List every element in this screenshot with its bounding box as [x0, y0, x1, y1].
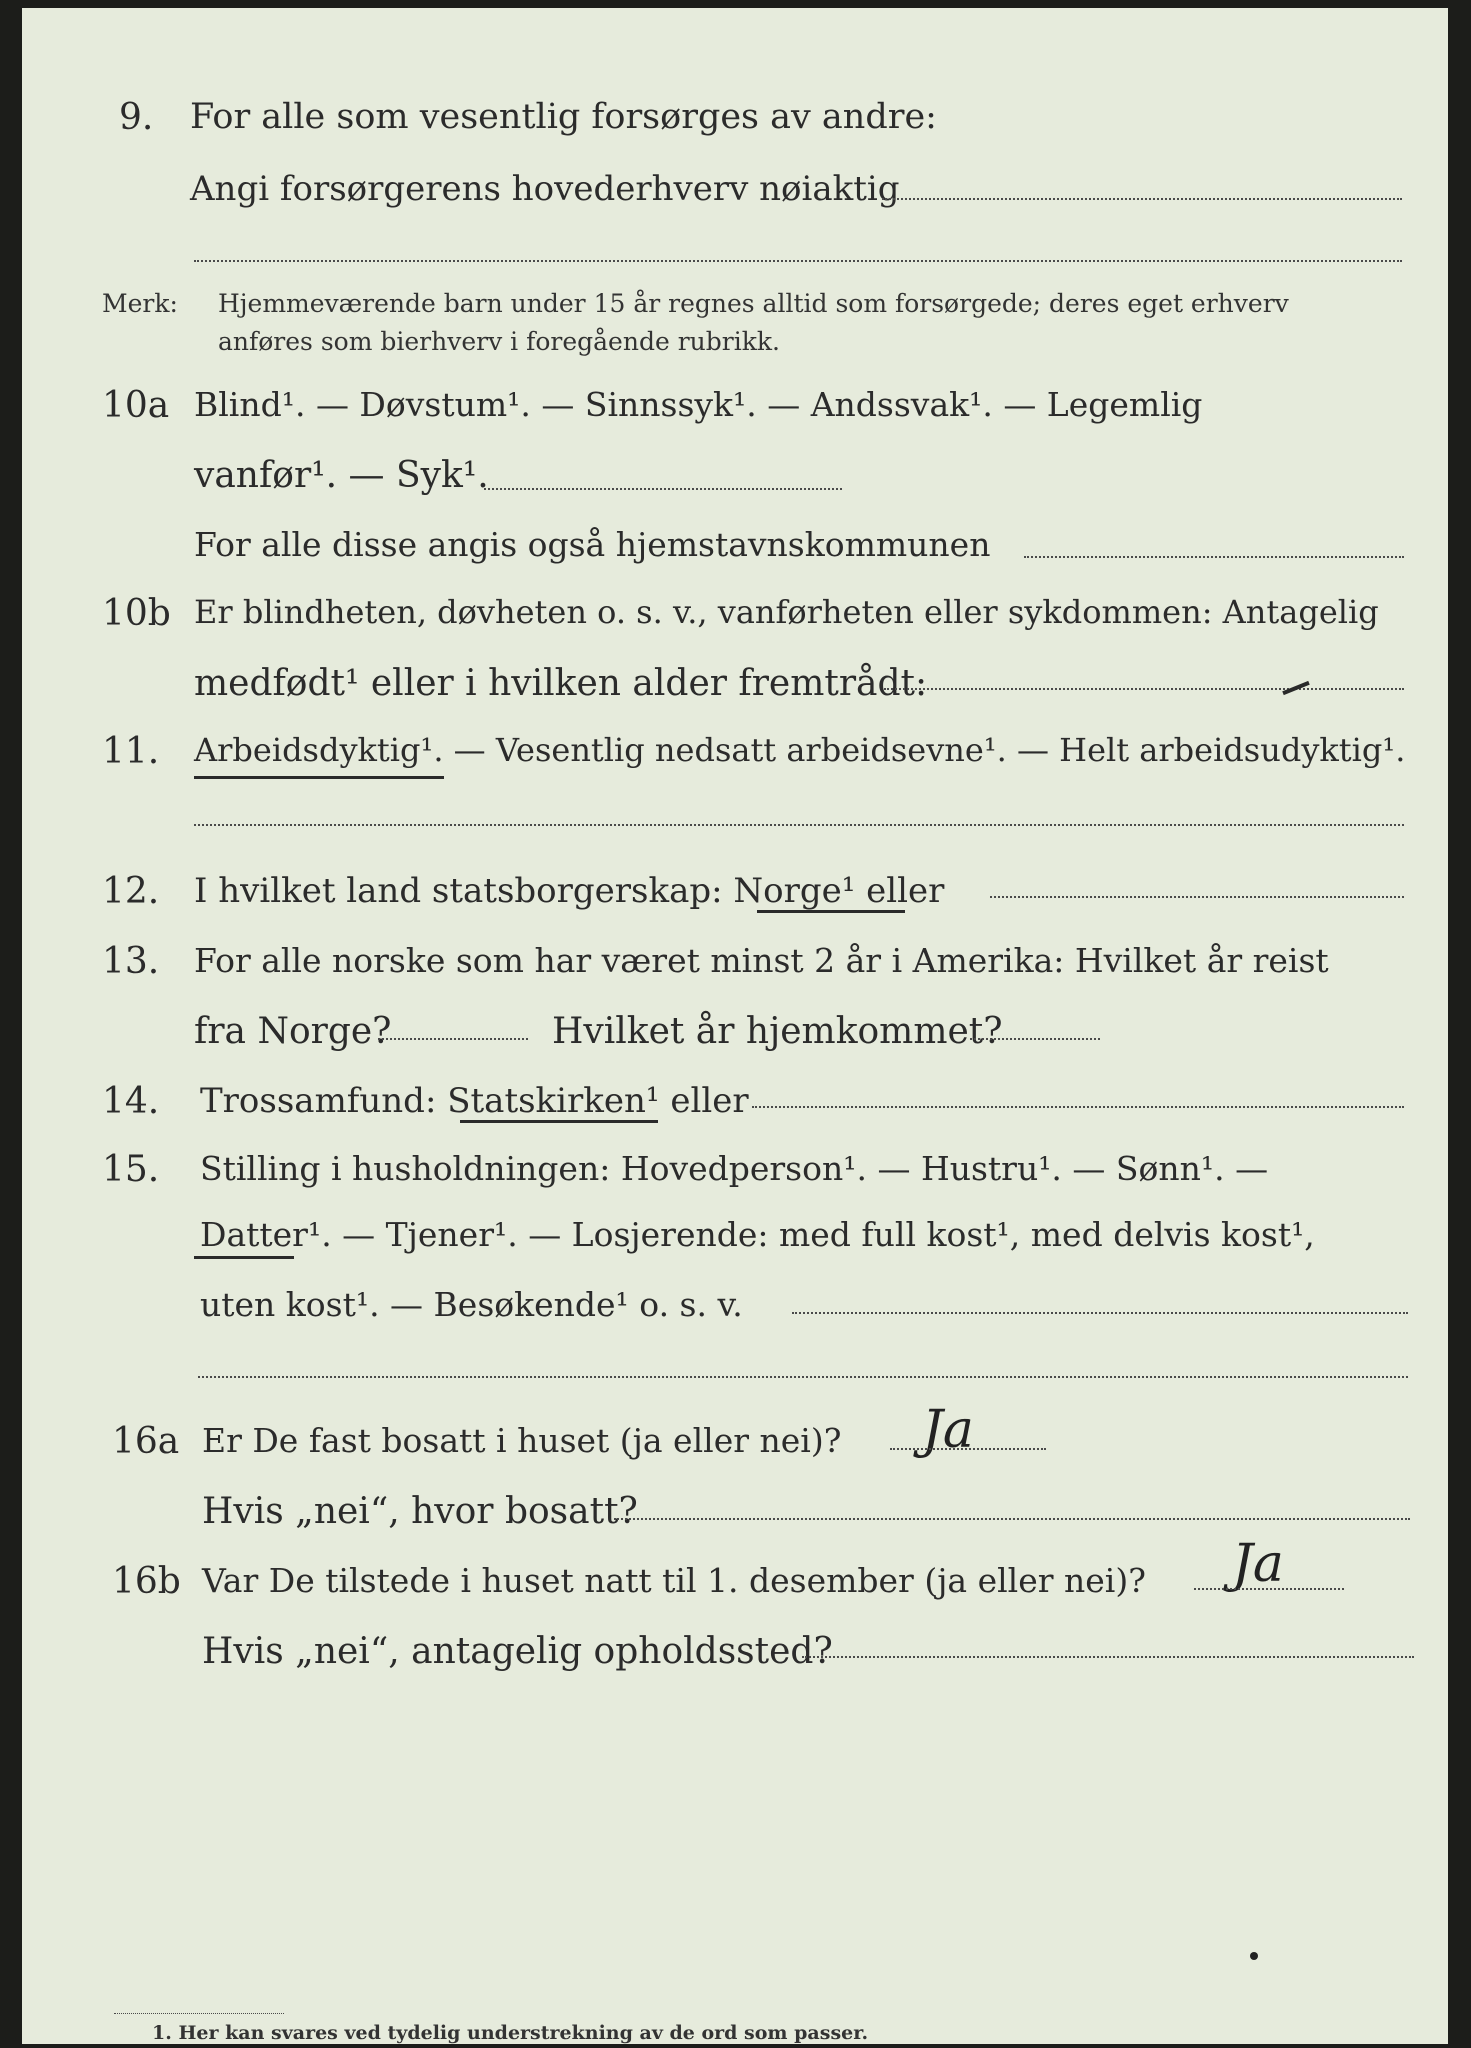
q12-answer-line[interactable] — [990, 896, 1404, 898]
q16a-number: 16a — [112, 1421, 180, 1462]
census-form-page — [22, 8, 1448, 2044]
q16a-line1: Er De fast bosatt i huset (ja eller nei)? — [202, 1421, 842, 1460]
q13-line2b: Hvilket år hjemkommet? — [552, 1011, 1003, 1052]
footnote-rule — [114, 2013, 284, 2014]
q15-number: 15. — [102, 1149, 160, 1190]
q15-underline-datter — [194, 1256, 294, 1259]
q9-answer-line-2[interactable] — [194, 260, 1402, 262]
q16a-answer-line[interactable] — [890, 1448, 1046, 1450]
q15-line1: Stilling i husholdningen: Hovedperson¹. — Hustru¹. — Sønn¹. — — [200, 1149, 1269, 1188]
q10b-answer-line[interactable] — [884, 688, 1404, 690]
q10a-kommune-line[interactable] — [1024, 556, 1404, 558]
q10b-line1: Er blindheten, døvheten o. s. v., vanførheten eller sykdommen: Antagelig — [194, 593, 1379, 631]
q9-answer-line[interactable] — [882, 198, 1402, 200]
q13-number: 13. — [102, 941, 160, 982]
q10a-line3: For alle disse angis også hjemstavnskommunen — [194, 525, 991, 564]
q13-reist-line[interactable] — [378, 1038, 528, 1040]
q14-line1: Trossamfund: Statskirken¹ eller — [200, 1081, 749, 1121]
q15-answer-line-2[interactable] — [198, 1376, 1408, 1378]
q11-underline-arbeidsdyktig — [194, 776, 444, 779]
q16a-handwritten-answer[interactable]: Ja — [922, 1400, 974, 1460]
q16b-line2: Hvis „nei“, antagelig opholdssted? — [202, 1631, 833, 1672]
q10b-number: 10b — [102, 593, 171, 634]
q13-line2a: fra Norge? — [194, 1011, 392, 1052]
q12-underline-norge — [757, 910, 905, 913]
q9-line1: For alle som vesentlig forsørges av andre: — [190, 97, 937, 137]
merk-label: Merk: — [102, 289, 178, 318]
q15-line2: Datter¹. — Tjener¹. — Losjerende: med full kost¹, med delvis kost¹, — [200, 1215, 1315, 1254]
q12-line1: I hvilket land statsborgerskap: Norge¹ eller — [194, 871, 945, 911]
q11-number: 11. — [102, 731, 160, 772]
q14-answer-line[interactable] — [752, 1106, 1404, 1108]
q13-hjemkommet-line[interactable] — [970, 1038, 1100, 1040]
q10a-syk-line[interactable] — [484, 488, 842, 490]
q16b-handwritten-answer[interactable]: Ja — [1232, 1534, 1284, 1594]
q13-line1: For alle norske som har været minst 2 år i Amerika: Hvilket år reist — [194, 941, 1329, 980]
q16a-line2: Hvis „nei“, hvor bosatt? — [202, 1491, 638, 1532]
q16b-answer-line[interactable] — [1194, 1588, 1344, 1590]
q10a-line2: vanfør¹. — Syk¹. — [194, 455, 489, 496]
q16b-line1: Var De tilstede i huset natt til 1. desember (ja eller nei)? — [202, 1561, 1146, 1600]
q10b-line2: medfødt¹ eller i hvilken alder fremtrådt: — [194, 663, 928, 704]
q11-answer-line[interactable] — [194, 824, 1404, 826]
merk-line1: Hjemmeværende barn under 15 år regnes alltid som forsørgede; deres eget erhverv — [218, 289, 1289, 318]
q11-line1: Arbeidsdyktig¹. — Vesentlig nedsatt arbeidsevne¹. — Helt arbeidsudyktig¹. — [194, 731, 1406, 769]
ink-speck — [1250, 1952, 1258, 1960]
merk-line2: anføres som bierhverv i foregående rubrikk. — [218, 327, 780, 356]
q16a-bosatt-line[interactable] — [614, 1518, 1410, 1520]
footnote: 1. Her kan svares ved tydelig understrekning av de ord som passer. — [152, 2022, 869, 2044]
q10a-number: 10a — [102, 385, 170, 426]
q12-number: 12. — [102, 871, 160, 912]
q16b-opholdssted-line[interactable] — [802, 1656, 1414, 1658]
q16b-number: 16b — [112, 1561, 181, 1602]
q14-underline-statskirken — [460, 1120, 658, 1123]
q9-line2: Angi forsørgerens hovederhverv nøiaktig — [190, 169, 900, 209]
q10a-line1: Blind¹. — Døvstum¹. — Sinnssyk¹. — Andssvak¹. — Legemlig — [194, 385, 1203, 424]
q15-line3: uten kost¹. — Besøkende¹ o. s. v. — [200, 1285, 743, 1324]
q9-number: 9. — [119, 97, 154, 138]
q15-answer-line[interactable] — [792, 1312, 1408, 1314]
q14-number: 14. — [102, 1081, 160, 1122]
